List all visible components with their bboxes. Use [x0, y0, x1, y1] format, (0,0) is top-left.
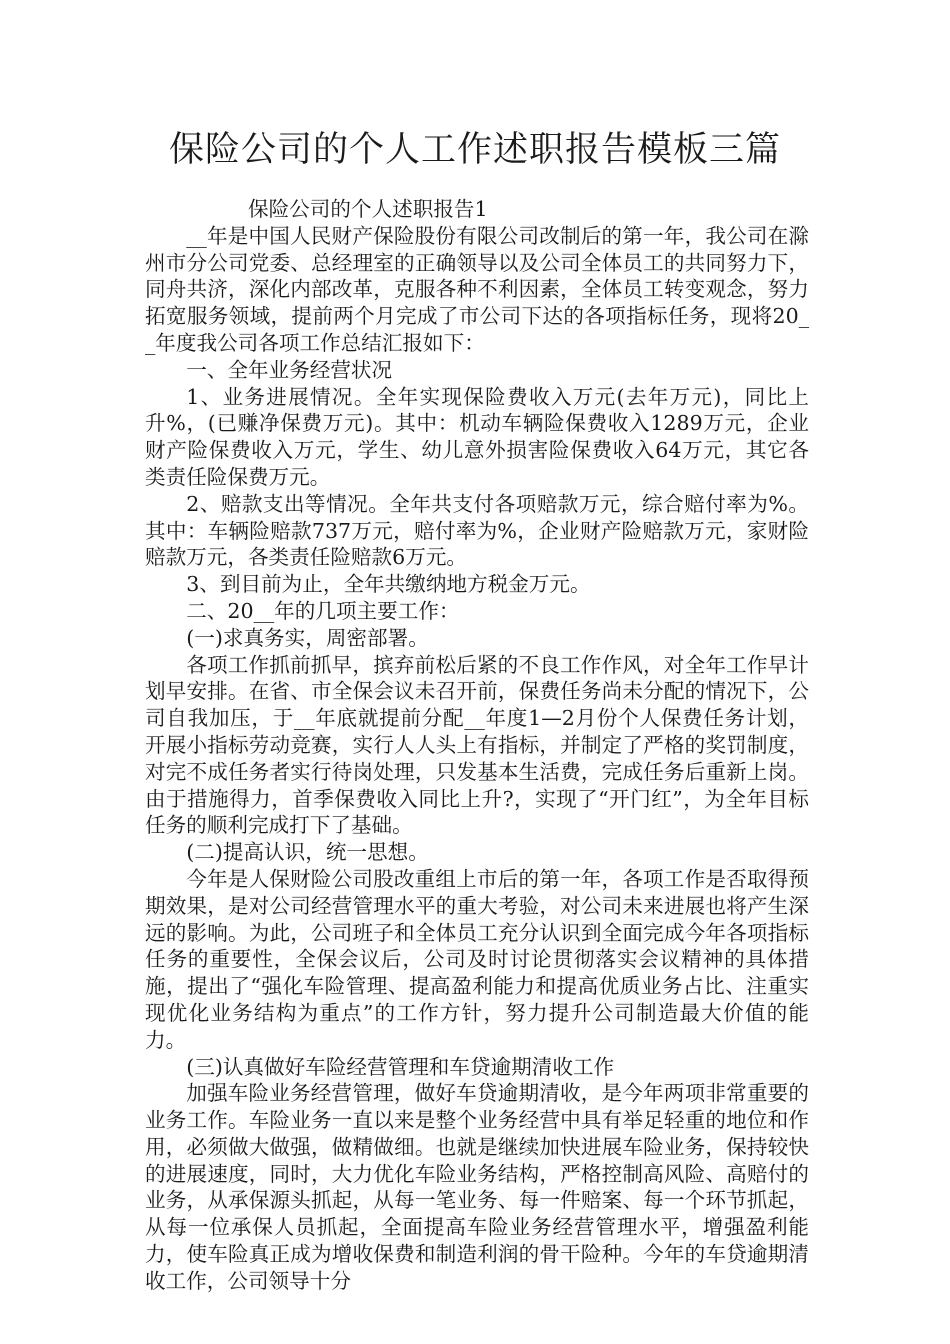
paragraph-auto-insurance: 加强车险业务经营管理，做好车贷逾期清收，是今年两项非常重要的业务工作。车险业务一直以来是整个业务经营中具有举足轻重的地位和作用，必须做大做强，做精做细。也就是继续加快进展车险业务，保持较快的进展速度，同时，大力优化车险业务结构，严格控制高风险、高赔付的业务，从承保源头抓起，从每一笔业务、每一件赔案、每一个环节抓起，从每一位承保人员抓起，全面提高车险业务经营管理水平，增强盈利能力，使车险真正成为增收保费和制造利润的骨干险种。今年的车贷逾期清收工作，公司领导十分	[145, 1081, 809, 1293]
document-title: 保险公司的个人工作述职报告模板三篇	[168, 130, 781, 170]
report-subtitle: 保险公司的个人述职报告1	[248, 197, 488, 221]
subsection-heading-3: (三)认真做好车险经营管理和车贷逾期清收工作	[186, 1054, 615, 1079]
paragraph-intro: __年是中国人民财产保险股份有限公司改制后的第一年，我公司在滁州市分公司党委、总经理室的正确领导以及公司全体员工的共同努力下，同舟共济，深化内部改革，克服各种不利因素，全体员工转变观念，努力拓宽服务领域，提前两个月完成了市公司下达的各项指标任务，现将20__年度我公司各项工作总结汇报如下：	[145, 223, 809, 355]
paragraph-awareness: 今年是人保财险公司股改重组上市后的第一年，各项工作是否取得预期效果，是对公司经营管理水平的重大考验，对公司未来进展也将产生深远的影响。为此，公司班子和全体员工充分认识到全面完成今年各项指标任务的重要性，全保会议后，公司及时讨论贯彻落实会议精神的具体措施，提出了“强化车险管理、提高盈利能力和提高优质业务占比、注重实现优化业务结构为重点”的工作方针，努力提升公司制造最大价值的能力。	[145, 866, 809, 1052]
section-heading-1: 一、全年业务经营状况	[186, 357, 393, 382]
paragraph-business-progress: 1、业务进展情况。全年实现保险费收入万元(去年万元)，同比上升%，(已赚净保费万元)。其中：机动车辆险保费收入1289万元，企业财产险保费收入万元，学生、幼儿意外损害险保费收入64万元，其它各类责任险保费万元。	[145, 384, 809, 489]
paragraph-taxes: 3、到目前为止，全年共缴纳地方税金万元。	[186, 572, 591, 597]
paragraph-claims: 2、赔款支出等情况。全年共支付各项赔款万元，综合赔付率为%。其中：车辆险赔款737万元，赔付率为%，企业财产险赔款万元，家财险赔款万元，各类责任险赔款6万元。	[145, 491, 809, 570]
paragraph-early-planning: 各项工作抓前抓早，摈弃前松后紧的不良工作作风，对全年工作早计划早安排。在省、市全保会议未召开前，保费任务尚未分配的情况下，公司自我加压，于__年底就提前分配__年度1—2月份个人保费任务计划，开展小指标劳动竞赛，实行人人头上有指标，并制定了严格的奖罚制度，对完不成任务者实行待岗处理，只发基本生活费，完成任务后重新上岗。由于措施得力，首季保费收入同比上升?，实现了“开门红”，为全年目标任务的顺利完成打下了基础。	[145, 652, 809, 838]
document-body	[145, 196, 809, 1295]
section-heading-2: 二、20__年的几项主要工作：	[186, 598, 460, 623]
subsection-heading-1: (一)求真务实，周密部署。	[186, 625, 429, 650]
subsection-heading-2: (二)提高认识，统一思想。	[186, 840, 429, 865]
